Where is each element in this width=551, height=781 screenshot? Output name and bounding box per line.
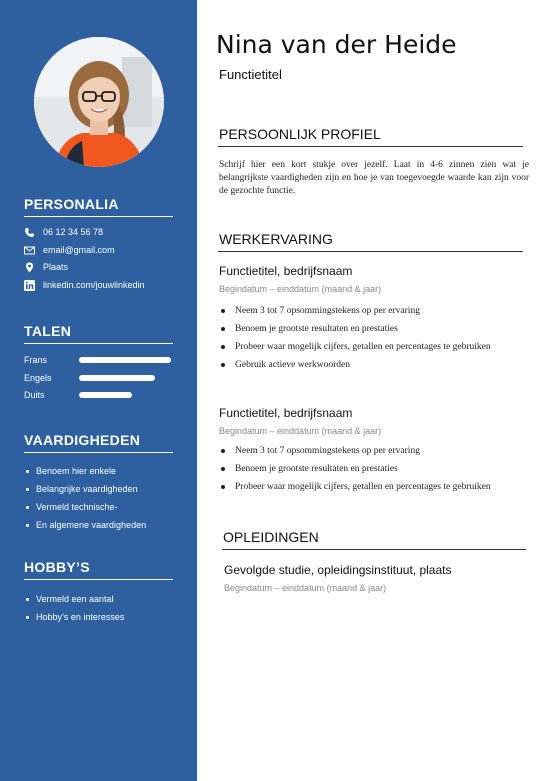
profile-divider — [218, 146, 523, 147]
list-item: Gebruik actieve werkwoorden — [219, 359, 519, 371]
list-item: Benoem je grootste resultaten en prestaties — [219, 323, 519, 335]
language-label: Engels — [24, 373, 52, 383]
hobbys-heading: HOBBY’S — [24, 559, 90, 575]
experience-heading: WERKERVARING — [219, 231, 333, 247]
list-item: Neem 3 tot 7 opsommingstekens op per ervaring — [219, 305, 519, 317]
talen-divider — [24, 343, 173, 344]
email-text: email@gmail.com — [43, 245, 115, 255]
skills-list — [24, 462, 146, 534]
education-study: Gevolgde studie, opleidingsinstituut, plaats — [224, 563, 452, 577]
sidebar — [0, 0, 197, 781]
profile-photo — [34, 37, 164, 167]
phone-icon — [24, 227, 35, 238]
place-text: Plaats — [43, 262, 69, 272]
list-item: Vermeld technische- — [24, 498, 146, 516]
experience-divider — [218, 251, 523, 252]
profile-heading: PERSOONLIJK PROFIEL — [219, 126, 381, 142]
education-heading: OPLEIDINGEN — [223, 529, 319, 545]
list-item: En algemene vaardigheden — [24, 516, 146, 534]
list-item: Benoem je grootste resultaten en prestaties — [219, 463, 519, 475]
language-label: Duits — [24, 390, 45, 400]
job-2-dates: Begindatum – einddatum (maand & jaar) — [219, 426, 382, 436]
list-item: Vermeld een aantal — [24, 590, 124, 608]
language-level-bar — [79, 357, 171, 363]
list-item: Hobby’s en interesses — [24, 608, 124, 626]
language-level-bar — [79, 392, 132, 398]
education-divider — [222, 549, 526, 550]
list-item: Neem 3 tot 7 opsommingstekens op per ervaring — [219, 445, 519, 457]
personalia-divider — [24, 216, 173, 217]
vaardigheden-heading: VAARDIGHEDEN — [24, 432, 141, 448]
vaardigheden-divider — [24, 452, 173, 453]
profile-summary: Schrijf hier een kort stukje over jezelf. Laat in 4-6 zinnen zien wat je belangrijkste vaardigheden zijn en hoe je van toegevoegde waarde kan zijn voor de gezochte functie. — [219, 160, 529, 196]
location-pin-icon — [24, 262, 35, 273]
job-2-bullets — [219, 445, 519, 499]
job-2-title: Functietitel, bedrijfsnaam — [219, 406, 353, 420]
job-1-title: Functietitel, bedrijfsnaam — [219, 264, 353, 278]
job-title: Functietitel — [219, 67, 282, 82]
linkedin-text[interactable]: linkedin.com/jouwlinkedin — [43, 280, 145, 290]
contact-linkedin — [24, 278, 145, 292]
language-row — [24, 354, 174, 366]
person-name: Nina van der Heide — [216, 30, 457, 59]
phone-text: 06 12 34 56 78 — [43, 227, 104, 237]
contact-email — [24, 243, 115, 257]
language-row — [24, 372, 174, 384]
language-level-bar — [79, 375, 155, 381]
profile-photo-illustration — [34, 37, 164, 167]
hobbies-list — [24, 590, 124, 626]
job-1-dates: Begindatum – einddatum (maand & jaar) — [219, 284, 382, 294]
list-item: Benoem hier enkele — [24, 462, 146, 480]
hobbys-divider — [24, 579, 173, 580]
language-row — [24, 389, 174, 401]
job-1-bullets — [219, 305, 519, 377]
contact-phone — [24, 225, 103, 239]
personalia-heading: PERSONALIA — [24, 196, 119, 212]
education-dates: Begindatum – einddatum (maand & jaar) — [224, 583, 387, 593]
language-label: Frans — [24, 355, 48, 365]
talen-heading: TALEN — [24, 323, 72, 339]
list-item: Probeer waar mogelijk cijfers, getallen en percentages te gebruiken — [219, 341, 519, 353]
list-item: Probeer waar mogelijk cijfers, getallen en percentages te gebruiken — [219, 481, 519, 493]
envelope-icon — [24, 245, 35, 256]
list-item: Belangrijke vaardigheden — [24, 480, 146, 498]
contact-place — [24, 260, 68, 274]
linkedin-icon — [24, 280, 35, 291]
